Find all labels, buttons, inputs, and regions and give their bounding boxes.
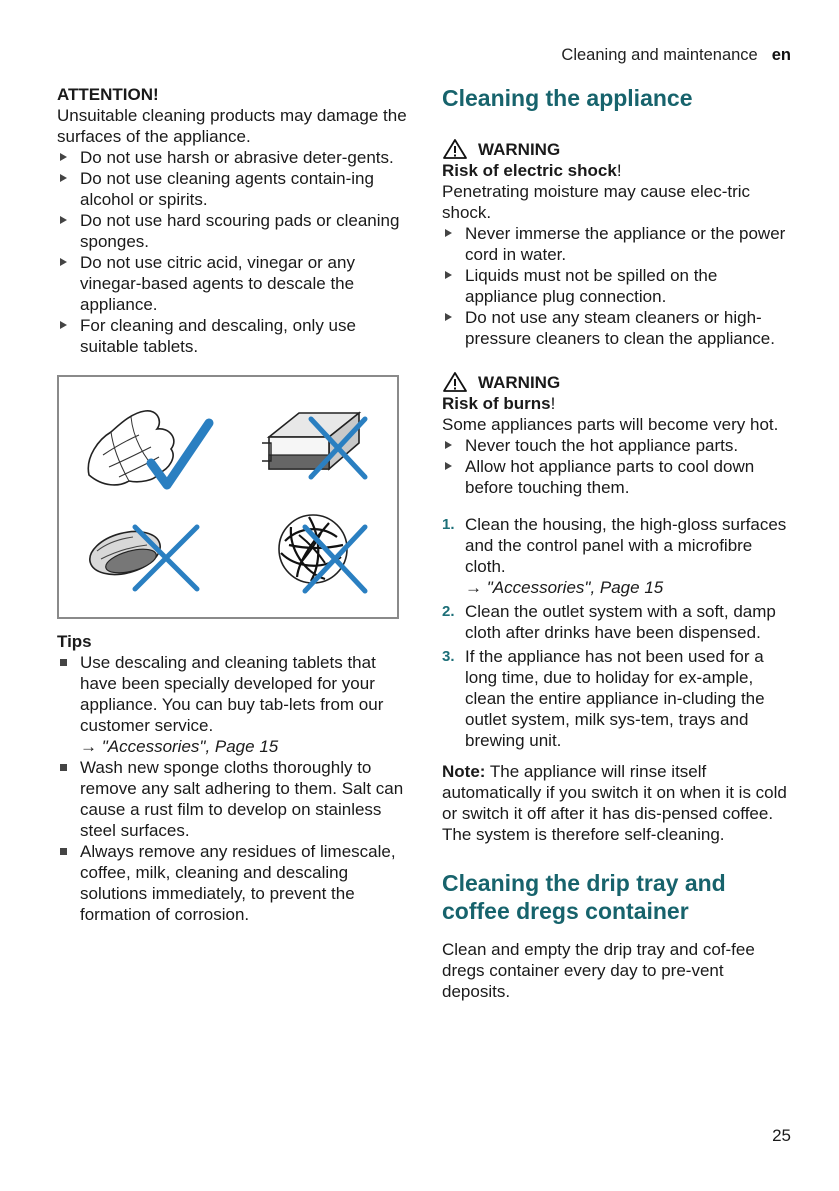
cross-reference-text: "Accessories", Page 15 [486,578,664,597]
step-number: 2. [442,603,455,620]
cross-reference[interactable] [80,737,278,756]
tips-list [57,652,407,925]
right-column [442,84,792,1002]
step-item [442,514,792,598]
step-text: Clean the housing, the high-gloss surfaces and the control panel with a microfibre cloth. [465,515,787,576]
heading-drip-tray: Cleaning the drip tray and coffee dregs container [442,870,726,924]
attention-list [57,147,407,357]
warning-triangle-icon [442,371,468,393]
left-column [57,84,407,925]
sponge-cross-icon [262,413,365,477]
step-item [442,646,792,751]
language-code: en [771,46,791,64]
warning-label: WARNING [478,372,561,392]
warning-list [442,435,792,498]
tip-text: Use descaling and cleaning tablets that have been specially developed for your appliance. You can buy tab-lets from our customer service. [80,653,384,735]
list-item: Do not use cleaning agents contain-ing alcohol or spirits. [57,168,407,210]
note [442,761,792,845]
list-item: Do not use harsh or abrasive deter-gents. [57,147,407,168]
drip-text: Clean and empty the drip tray and cof-fee dregs container every day to pre-vent deposits. [442,940,755,1001]
step-text: If the appliance has not been used for a long time, due to holiday for ex-ample, clean the entire appliance in-cluding the outlet system, milk sys-tem, trays and brewing unit. [465,647,765,750]
heading-cleaning-appliance: Cleaning the appliance [442,85,693,111]
step-number: 1. [442,516,455,533]
scouring-pad-cross-icon [85,524,197,589]
note-label: Note: [442,762,486,781]
list-item: Never immerse the appliance or the power cord in water. [442,223,792,265]
section-title: Cleaning and maintenance [561,46,758,64]
warning-label: WARNING [478,139,561,159]
warning-heading [442,371,792,393]
list-item [57,652,407,757]
warning-heading [442,138,792,160]
warning-triangle-icon [442,138,468,160]
arrow-right-icon: → [80,737,97,756]
list-item: For cleaning and descaling, only use suitable tablets. [57,315,407,357]
list-item: Always remove any residues of limescale, coffee, milk, cleaning and descaling solutions immediately, to prevent the formation of corrosion. [57,841,407,925]
list-item: Allow hot appliance parts to cool down before touching them. [442,456,792,498]
note-text: The appliance will rinse itself automatically if you switch it on when it is cold or switch it off after it has dis-pensed coffee. The system is therefore self-cleaning. [442,762,787,844]
cross-reference-text: "Accessories", Page 15 [101,737,279,756]
page-number: 25 [772,1126,791,1145]
steps-list [442,514,792,751]
risk-text: Risk of electric shock [442,161,617,180]
step-item [442,601,792,643]
warning-text: Some appliances parts will become very hot. [442,415,779,434]
list-item: Liquids must not be spilled on the appliance plug connection. [442,265,792,307]
arrow-right-icon: → [465,578,482,597]
list-item: Do not use citric acid, vinegar or any vinegar-based agents to descale the appliance. [57,252,407,315]
wire-scrubber-cross-icon [279,515,365,591]
warning-risk [442,160,792,181]
list-item: Do not use any steam cleaners or high-pressure cleaners to clean the appliance. [442,307,792,349]
risk-mark: ! [550,394,556,413]
list-item: Wash new sponge cloths thoroughly to remove any salt adhering to them. Salt can cause a rust film to develop on stainless steel surfaces. [57,757,407,841]
cloth-check-icon [88,411,209,485]
figure-illustration [59,377,397,617]
cross-reference[interactable] [465,578,663,597]
attention-title: ATTENTION! [57,85,159,104]
warning-list [442,223,792,349]
warning-text: Penetrating moisture may cause elec-tric shock. [442,182,751,222]
step-number: 3. [442,648,455,665]
list-item: Do not use hard scouring pads or cleaning sponges. [57,210,407,252]
list-item: Never touch the hot appliance parts. [442,435,792,456]
tips-title: Tips [57,632,92,651]
attention-text: Unsuitable cleaning products may damage the surfaces of the appliance. [57,106,407,146]
running-header [561,46,791,65]
cleaning-materials-figure [57,375,399,619]
step-text: Clean the outlet system with a soft, damp cloth after drinks have been dispensed. [465,602,776,642]
risk-mark: ! [616,161,622,180]
warning-risk [442,393,792,414]
risk-text: Risk of burns [442,394,551,413]
